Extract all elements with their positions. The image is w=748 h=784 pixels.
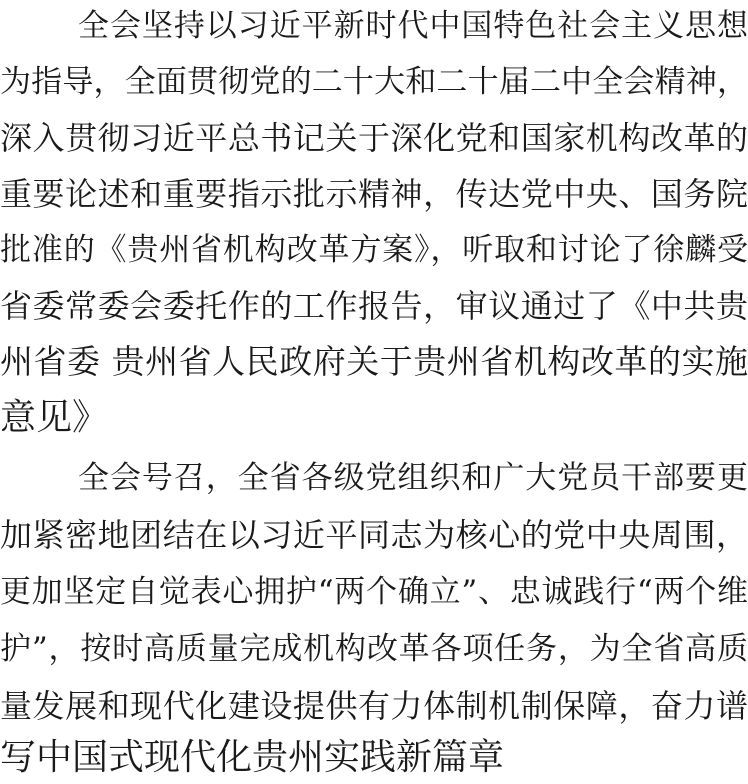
paragraph-1-line-8: 意见》: [0, 397, 109, 438]
paragraph-1-line-1: 全会坚持以习近平新时代中国特色社会主义思想: [78, 8, 748, 44]
paragraph-1-line-5: 批准的《贵州省机构改革方案》，听取和讨论了徐麟受: [0, 232, 748, 268]
paragraph-1-line-7: 州省委 贵州省人民政府关于贵州省机构改革的实施: [0, 342, 748, 381]
paragraph-1-line-3: 深入贯彻习近平总书记关于深化党和国家机构改革的: [0, 119, 748, 157]
paragraph-2-line-4: 护”，按时高质量完成机构改革各项任务，为全省高质: [0, 631, 748, 667]
paragraph-2-line-3: 更加坚定自觉表心拥护“两个确立”、忠诚践行“两个维: [0, 574, 748, 610]
paragraph-2-line-5: 量发展和现代化建设提供有力体制机制保障，奋力谱: [0, 687, 748, 725]
paragraph-1-line-4: 重要论述和重要指示批示精神，传达党中央、国务院: [0, 175, 748, 213]
paragraph-1-line-6: 省委常委会委托作的工作报告，审议通过了《中共贵: [0, 287, 748, 325]
paragraph-2-line-1: 全会号召，全省各级党组织和广大党员干部要更: [78, 460, 748, 496]
paragraph-2-line-6: 写中国式现代化贵州实践新篇章: [0, 737, 505, 778]
paragraph-1-line-2: 为指导，全面贯彻党的二十大和二十届二中全会精神，: [0, 64, 748, 100]
paragraph-2-line-2: 加紧密地团结在以习近平同志为核心的党中央周围，: [0, 516, 748, 554]
